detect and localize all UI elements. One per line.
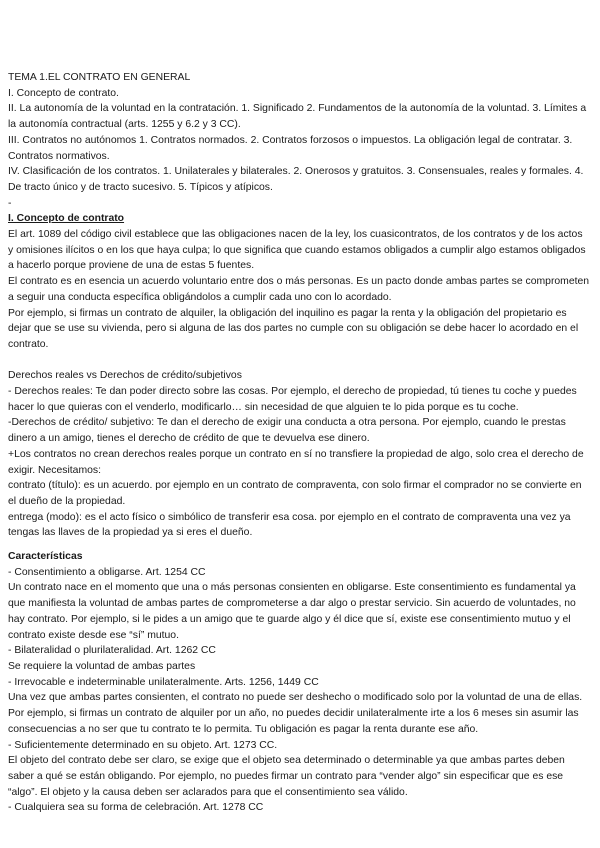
- paragraph: Una vez que ambas partes consienten, el contrato no puede ser deshecho o modificado solo por la voluntad de una de ellas. Por ejemplo, si firmas un contrato de alquiler por un año, no puedes decidir unilateralmente irte a los 6 meses sin asumir las consecuencias a no ser que tu contrato te lo permita. Tu obligación es pagar la renta durante ese año.: [8, 692, 586, 735]
- section-heading-concepto: I. Concepto de contrato: [8, 213, 125, 225]
- paragraph: El art. 1089 del código civil establece que las obligaciones nacen de la ley, los cuasicontratos, de los contratos y de los actos y omisiones ilícitos o en los que haya culpa; lo que significa que cuando estamos obligados a cumplir algo estamos obligados a hacerlo porque proviene de una de estas 5 fuentes.: [8, 229, 589, 272]
- list-item: - Bilateralidad o plurilateralidad. Art. 1262 CC: [8, 645, 216, 657]
- toc-separator: -: [8, 197, 12, 209]
- list-item: - Suficientemente determinado en su objeto. Art. 1273 CC.: [8, 739, 278, 751]
- paragraph: entrega (modo): es el acto físico o simbólico de transferir esa cosa. por ejemplo en el contrato de compraventa una vez ya tengas las llaves de la propiedad ya si eres el dueño.: [8, 511, 574, 539]
- paragraph: El contrato es en esencia un acuerdo voluntario entre dos o más personas. Es un pacto donde ambas partes se comprometen a seguir una conducta específica obligándolos a cumplir cada uno con lo acordado.: [8, 276, 592, 303]
- paragraph: contrato (título): es un acuerdo. por ejemplo en un contrato de compraventa, con solo firmar el comprador no se convierte en el dueño de la propiedad.: [8, 480, 585, 507]
- list-item: - Irrevocable e indeterminable unilateralmente. Arts. 1256, 1449 CC: [8, 676, 319, 688]
- list-item: - Consentimiento a obligarse. Art. 1254 CC: [8, 566, 206, 578]
- document-title: TEMA 1.EL CONTRATO EN GENERAL: [8, 72, 191, 83]
- paragraph: +Los contratos no crean derechos reales porque un contrato en sí no transfiere la propiedad de algo, solo crea el derecho de exigir. Necesitamos:: [8, 448, 587, 476]
- toc-item: II. La autonomía de la voluntad en la contratación. 1. Significado 2. Fundamentos de la autonomía de la voluntad. 3. Límites a la autonomía contractual (arts. 1255 y 6.2 y 3 CC).: [8, 103, 590, 131]
- toc-item: III. Contratos no autónomos 1. Contratos normados. 2. Contratos forzosos o impuestos. La obligación legal de contratar. 3. Contratos normativos.: [8, 134, 576, 162]
- blank-line: [8, 541, 590, 549]
- section-heading-caracteristicas: Características: [8, 551, 83, 563]
- paragraph: Se requiere la voluntad de ambas partes: [8, 661, 196, 672]
- paragraph: -Derechos de crédito/ subjetivo: Te dan el derecho de exigir una conducta a otra persona. Por ejemplo, cuando le prestas dinero a un amigo, tienes el derecho de crédito de que te devuelva ese dinero.: [8, 417, 569, 445]
- toc-item: IV. Clasificación de los contratos. 1. Unilaterales y bilaterales. 2. Onerosos y gratuitos. 3. Consensuales, reales y formales. 4. De tracto único y de tracto sucesivo. 5. Típicos y atípicos.: [8, 166, 587, 193]
- paragraph: El objeto del contrato debe ser claro, se exige que el objeto sea determinado o determinable ya que ambas partes deben saber a qué se están obligando. Por ejemplo, no puedes firmar un contrato para “vender algo” sin especificar que es ese “algo”. El objeto y la causa deben ser aclarados para que el consentimiento sea válido.: [8, 755, 568, 798]
- toc-item: I. Concepto de contrato.: [8, 87, 119, 99]
- list-item: - Cualquiera sea su forma de celebración. Art. 1278 CC: [8, 802, 264, 814]
- blank-line: [8, 353, 590, 369]
- section-heading-derechos: Derechos reales vs Derechos de crédito/subjetivos: [8, 370, 242, 382]
- paragraph: Un contrato nace en el momento que una o más personas consienten en obligarse. Este consentimiento es fundamental ya que manifiesta la voluntad de ambas partes de comprometerse a dar algo o prestar servicio. Sin acuerdo de voluntades, no hay contrato. Por ejemplo, si le pides a un amigo que te guarde algo y él dice que sí, existe ese consentimiento mutuo y el contrato existe desde ese “sí” mutuo.: [8, 582, 579, 641]
- paragraph: - Derechos reales: Te dan poder directo sobre las cosas. Por ejemplo, el derecho de propiedad, tú tienes tu coche y puedes hacer lo que quieras con el venderlo, modificarlo… sin necesidad de que alguien te lo pida porque es tu coche.: [8, 386, 580, 413]
- paragraph: Por ejemplo, si firmas un contrato de alquiler, la obligación del inquilino es pagar la renta y la obligación del propietario es dejar que se use su vivienda, pero si alguna de las dos partes no cumple con su obligación se debe hacer lo acordado en el contrato.: [8, 307, 582, 350]
